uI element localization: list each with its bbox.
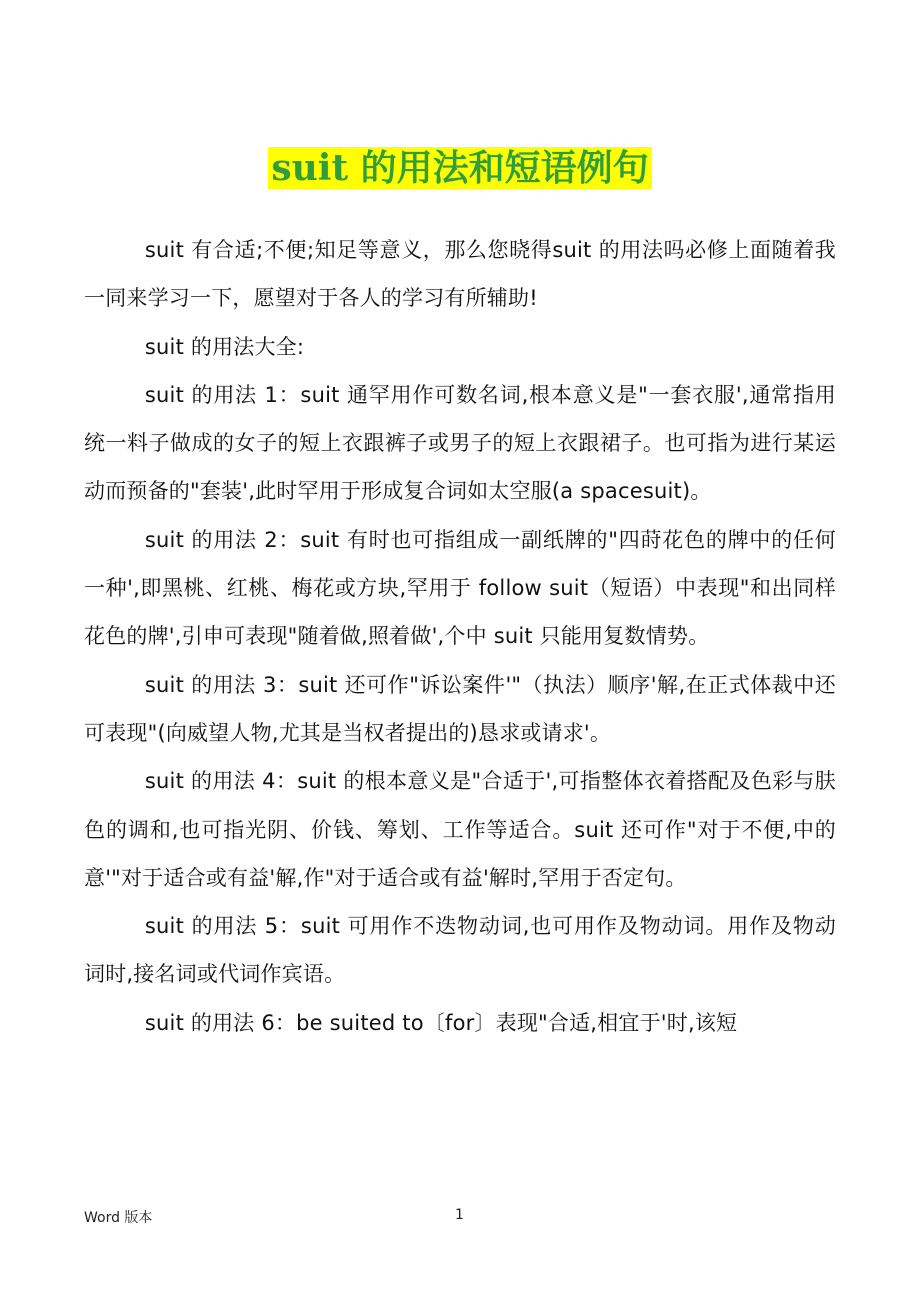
footer-page-number: 1 <box>455 1207 464 1223</box>
paragraph-intro: suit 有合适;不便;知足等意义，那么您晓得suit 的用法吗必修上面随着我一同来学习一下，愿望对于各人的学习有所辅助! <box>84 238 836 311</box>
paragraph-usage-6: suit 的用法 6：be suited to〔for〕表现"合适,相宜于'时,该短 <box>144 1010 738 1035</box>
page-title <box>0 142 920 194</box>
paragraph-usage-2: suit 的用法 2：suit 有时也可指组成一副纸牌的"四莳花色的牌中的任何一种',即黑桃、红桃、梅花或方块,罕用于 follow suit（短语）中表现"和出同样花色的牌',引申可表现"随着做,照着做',个中 suit 只能用复数情势。 <box>84 527 836 649</box>
document-body <box>84 226 836 1047</box>
paragraph-usage-4: suit 的用法 4：suit 的根本意义是"合适于',可指整体衣着搭配及色彩与肤色的调和,也可指光阴、价钱、筹划、工作等适合。suit 还可作"对于不便,中的意'"对于适合或有益'解,作"对于适合或有益'解时,罕用于否定句。 <box>84 769 836 890</box>
paragraph-usage-heading: suit 的用法大全: <box>144 334 305 359</box>
page-title-text: suit 的用法和短语例句 <box>268 147 651 189</box>
footer-version-label: Word 版本 <box>84 1210 153 1226</box>
paragraph-usage-3: suit 的用法 3：suit 还可作"诉讼案件'"（执法）顺序'解,在正式体裁中还可表现"(向威望人物,尤其是当权者提出的)恳求或请求'。 <box>84 672 836 745</box>
paragraph-usage-1: suit 的用法 1：suit 通罕用作可数名词,根本意义是"一套衣服',通常指用统一料子做成的女子的短上衣跟裤子或男子的短上衣跟裙子。也可指为进行某运动而预备的"套装',此时罕用于形成复合词如太空服(a spacesuit)。 <box>84 382 836 504</box>
paragraph-usage-5: suit 的用法 5：suit 可用作不迭物动词,也可用作及物动词。用作及物动词时,接名词或代词作宾语。 <box>84 914 836 987</box>
